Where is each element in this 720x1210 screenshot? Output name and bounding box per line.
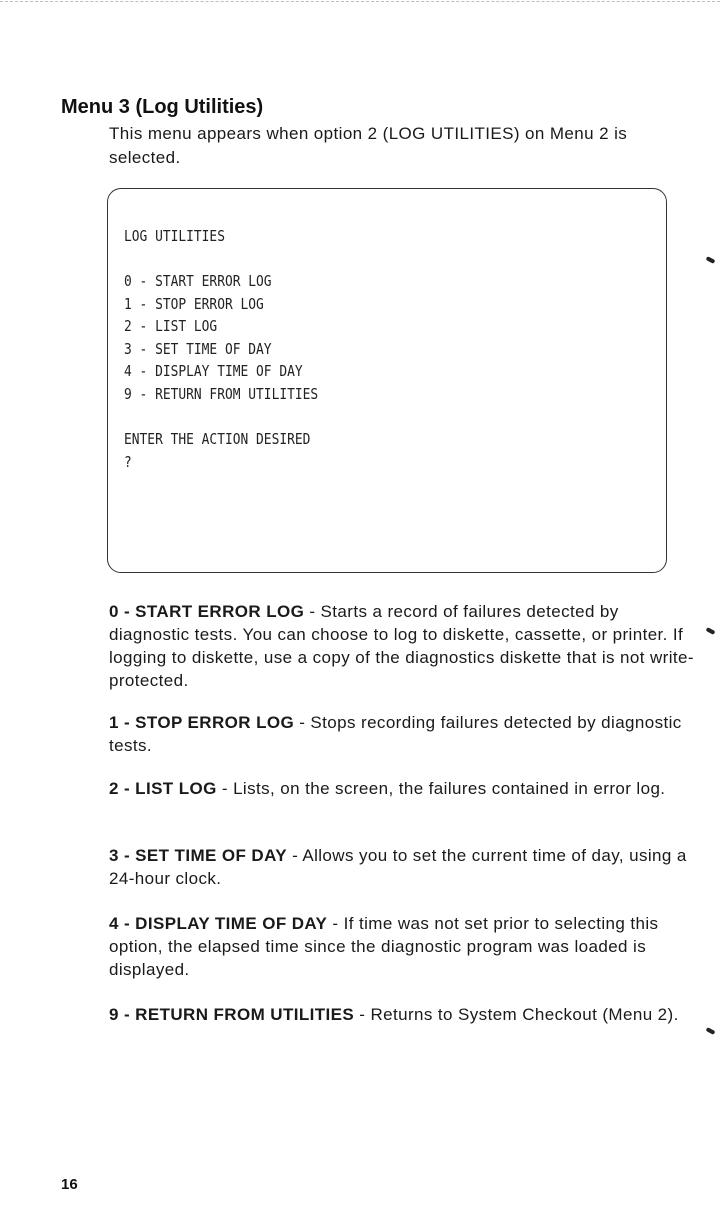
desc-text: Allows you to set the current time of day, using a 24-hour clock. bbox=[109, 846, 687, 888]
desc-set-time-of-day bbox=[109, 844, 699, 890]
desc-term: 9 - RETURN FROM UTILITIES bbox=[109, 1005, 355, 1024]
desc-display-time-of-day bbox=[109, 912, 699, 981]
desc-list-log bbox=[109, 777, 699, 800]
desc-term: 3 - SET TIME OF DAY bbox=[109, 846, 287, 865]
desc-term: 2 - LIST LOG bbox=[109, 779, 217, 798]
top-rule bbox=[0, 1, 720, 2]
screen-option-9: 9 - RETURN FROM UTILITIES bbox=[124, 385, 319, 403]
desc-separator: - bbox=[354, 1005, 371, 1024]
screen-prompt: ENTER THE ACTION DESIRED bbox=[124, 430, 311, 448]
screen-option-1: 1 - STOP ERROR LOG bbox=[124, 295, 264, 313]
desc-term: 4 - DISPLAY TIME OF DAY bbox=[109, 914, 328, 933]
desc-text: Starts a record of failures detected by diagnostic tests. You can choose to log to diskette, cassette, or printer. If logging to diskette, use a copy of the diagnostics diskette that is not write-protected. bbox=[109, 602, 694, 690]
desc-separator: - bbox=[294, 713, 311, 732]
screen-heading: LOG UTILITIES bbox=[124, 227, 225, 245]
desc-term: 1 - STOP ERROR LOG bbox=[109, 713, 295, 732]
desc-text: Returns to System Checkout (Menu 2). bbox=[370, 1005, 679, 1024]
screen-option-3: 3 - SET TIME OF DAY bbox=[124, 340, 272, 358]
desc-text: Stops recording failures detected by diagnostic tests. bbox=[109, 713, 682, 755]
desc-start-error-log bbox=[109, 600, 699, 692]
margin-mark bbox=[706, 256, 716, 264]
screen-option-2: 2 - LIST LOG bbox=[124, 317, 218, 335]
desc-text: If time was not set prior to selecting this option, the elapsed time since the diagnostic program was loaded is displayed. bbox=[109, 914, 659, 979]
desc-return-from-utilities bbox=[109, 1003, 699, 1026]
intro-paragraph: This menu appears when option 2 (LOG UTILITIES) on Menu 2 is selected. bbox=[109, 124, 628, 167]
screen-option-4: 4 - DISPLAY TIME OF DAY bbox=[124, 362, 303, 380]
page-number: 16 bbox=[61, 1176, 78, 1193]
desc-separator: - bbox=[304, 602, 321, 621]
margin-mark bbox=[706, 1027, 716, 1035]
margin-mark bbox=[706, 627, 716, 635]
screen-cursor: ? bbox=[124, 453, 132, 471]
screen-option-0: 0 - START ERROR LOG bbox=[124, 272, 272, 290]
desc-separator: - bbox=[327, 914, 344, 933]
desc-term: 0 - START ERROR LOG bbox=[109, 602, 305, 621]
desc-stop-error-log bbox=[109, 711, 699, 757]
desc-text: Lists, on the screen, the failures contained in error log. bbox=[233, 779, 666, 798]
desc-separator: - bbox=[216, 779, 234, 798]
section-title: Menu 3 (Log Utilities) bbox=[61, 96, 264, 118]
desc-separator: - bbox=[286, 846, 303, 865]
